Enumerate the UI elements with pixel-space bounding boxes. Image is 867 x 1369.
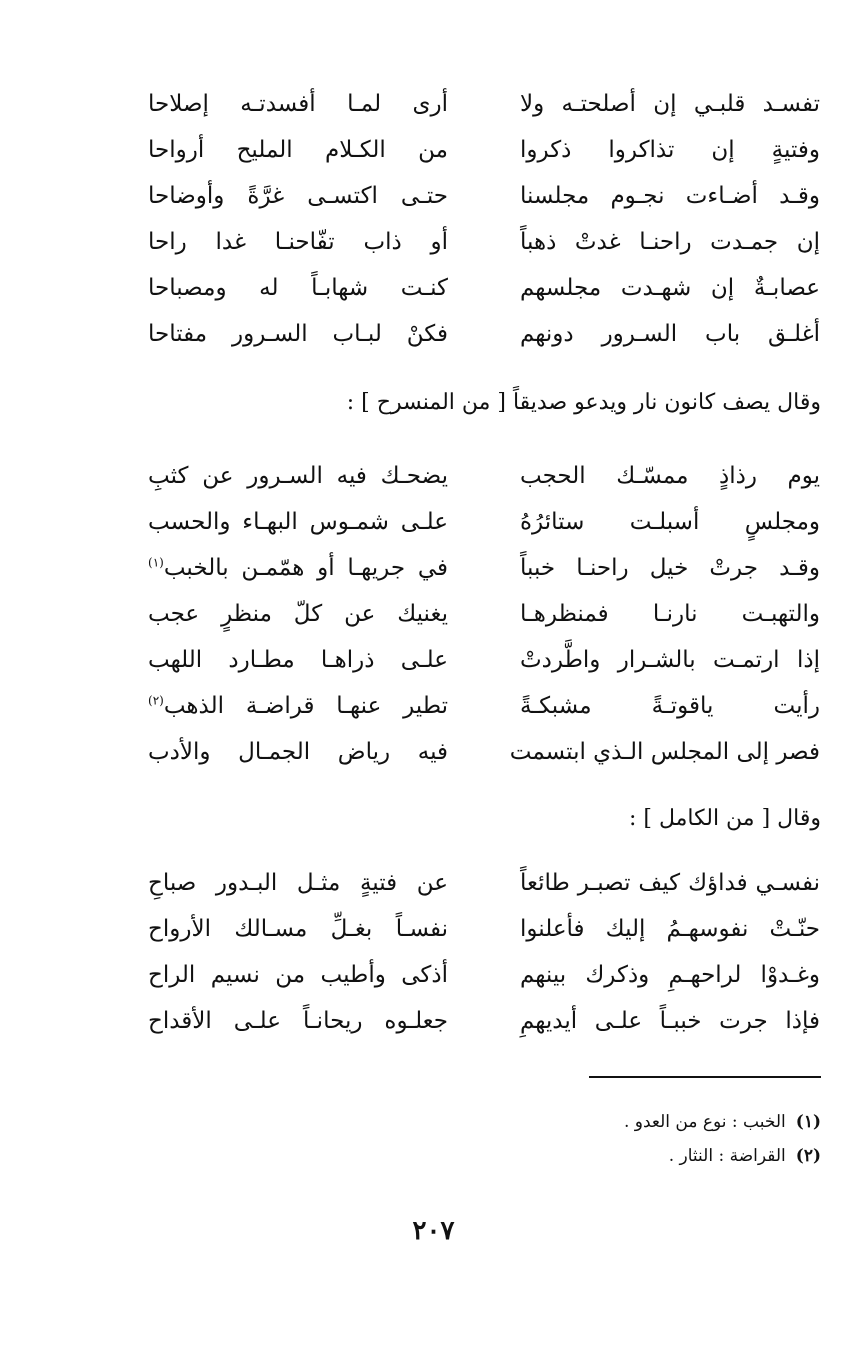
page-number: ٢٠٧: [412, 1216, 455, 1246]
footnote-divider: [589, 1076, 821, 1078]
poem-2: [140, 453, 820, 775]
second-hemistich: أو ذاب تفّاحنـا غدا راحا: [148, 229, 448, 255]
verse-line: [140, 311, 820, 357]
second-hemistich: أرى لمـا أفسدتـه إصلاحا: [148, 91, 448, 117]
second-hemistich: جعلـوه ريحانـاً علـى الأقداح: [148, 1008, 448, 1034]
verse-line: [140, 81, 820, 127]
footnote-marker: (٢): [148, 693, 164, 708]
verse-line: [140, 683, 820, 729]
footnote-marker: (١): [148, 555, 164, 570]
poem-3-intro: وقال [ من الكامل ] :: [628, 806, 821, 831]
second-hemistich: نفسـاً بغـلِّ مسـالك الأرواح: [148, 916, 448, 942]
second-hemistich: حتـى اكتسـى غرَّةً وأوضاحا: [148, 183, 448, 209]
first-hemistich: تفسـد قلبـي إن أصلحتـه ولا: [520, 91, 820, 117]
first-hemistich: فإذا جرت خببـاً علـى أيديهمِ: [520, 1008, 820, 1034]
footnote: [624, 1112, 821, 1132]
poem-2-intro: وقال يصف كانون نار ويدعو صديقاً [ من المنسرح ] :: [346, 390, 821, 415]
verse-line: [140, 860, 820, 906]
second-hemistich: يغنيك عن كلّ منظرٍ عجب: [148, 601, 448, 627]
verse-line: [140, 906, 820, 952]
poem-1: [140, 81, 820, 357]
first-hemistich: نفسـي فداؤك كيف تصبـر طائعاً: [520, 870, 820, 896]
second-hemistich: يضحـك فيه السـرور عن كثبِ: [148, 463, 448, 489]
first-hemistich: إذا ارتمـت بالشـرار واطَّردتْ: [520, 647, 820, 673]
second-hemistich: كنـت شهابـاً له ومصباحا: [148, 275, 448, 301]
second-hemistich: عن فتيةٍ مثـل البـدور صباحِ: [148, 870, 448, 896]
verse-line: [140, 219, 820, 265]
verse-line: [140, 729, 820, 775]
poem-3: [140, 860, 820, 1044]
second-hemistich: [148, 545, 448, 591]
footnote-text: القراضة : النثار .: [668, 1146, 786, 1166]
footnote-text: الخبب : نوع من العدو .: [623, 1112, 786, 1132]
second-hemistich: علـى شمـوس البهـاء والحسب: [148, 509, 448, 535]
first-hemistich: وقـد أضـاءت نجـوم مجلسنا: [520, 183, 820, 209]
first-hemistich: رأيت ياقوتـةً مشبكـةً: [520, 693, 820, 719]
second-hemistich: علـى ذراهـا مطـارد اللهب: [148, 647, 448, 673]
verse-line: [140, 952, 820, 998]
verse-line: [140, 591, 820, 637]
first-hemistich: والتهبـت نارنـا فمنظرهـا: [520, 601, 820, 627]
first-hemistich: حنّـتْ نفوسهـمُ إليك فأعلنوا: [520, 916, 820, 942]
first-hemistich: أغلـق باب السـرور دونهم: [520, 321, 820, 347]
footnote: [669, 1146, 821, 1166]
verse-line: [140, 265, 820, 311]
verse-line: [140, 499, 820, 545]
hemistich-text: تطير عنهـا قراضـة الذهب: [163, 693, 448, 719]
first-hemistich: وفتيةٍ إن تذاكروا ذكروا: [520, 137, 820, 163]
verse-line: [140, 127, 820, 173]
footnote-number: (١): [795, 1112, 821, 1132]
first-hemistich: ومجلسٍ أسبلـت ستائرُهُ: [520, 509, 820, 535]
first-hemistich: فصر إلى المجلس الـذي ابتسمت: [509, 739, 820, 765]
first-hemistich: إن جمـدت راحنـا غدتْ ذهباً: [520, 229, 820, 255]
verse-line: [140, 998, 820, 1044]
first-hemistich: وقـد جرتْ خيل راحنـا خبباً: [520, 555, 820, 581]
footnote-number: (٢): [795, 1146, 821, 1166]
second-hemistich: [148, 683, 448, 729]
second-hemistich: فيه رياض الجمـال والأدب: [148, 739, 448, 765]
second-hemistich: من الكـلام المليح أرواحا: [148, 137, 448, 163]
hemistich-text: في جريهـا أو همّمـن بالخبب: [163, 555, 448, 581]
verse-line: [140, 453, 820, 499]
verse-line: [140, 173, 820, 219]
second-hemistich: أذكى وأطيب من نسيم الراح: [148, 962, 448, 988]
first-hemistich: عصابـةٌ إن شهـدت مجلسهم: [520, 275, 820, 301]
second-hemistich: فكنْ لبـاب السـرور مفتاحا: [148, 321, 448, 347]
first-hemistich: وغـدوْا لراحهـمِ وذكرك بينهم: [520, 962, 820, 988]
verse-line: [140, 545, 820, 591]
first-hemistich: يوم رذاذٍ ممسّـك الحجب: [520, 463, 820, 489]
verse-line: [140, 637, 820, 683]
